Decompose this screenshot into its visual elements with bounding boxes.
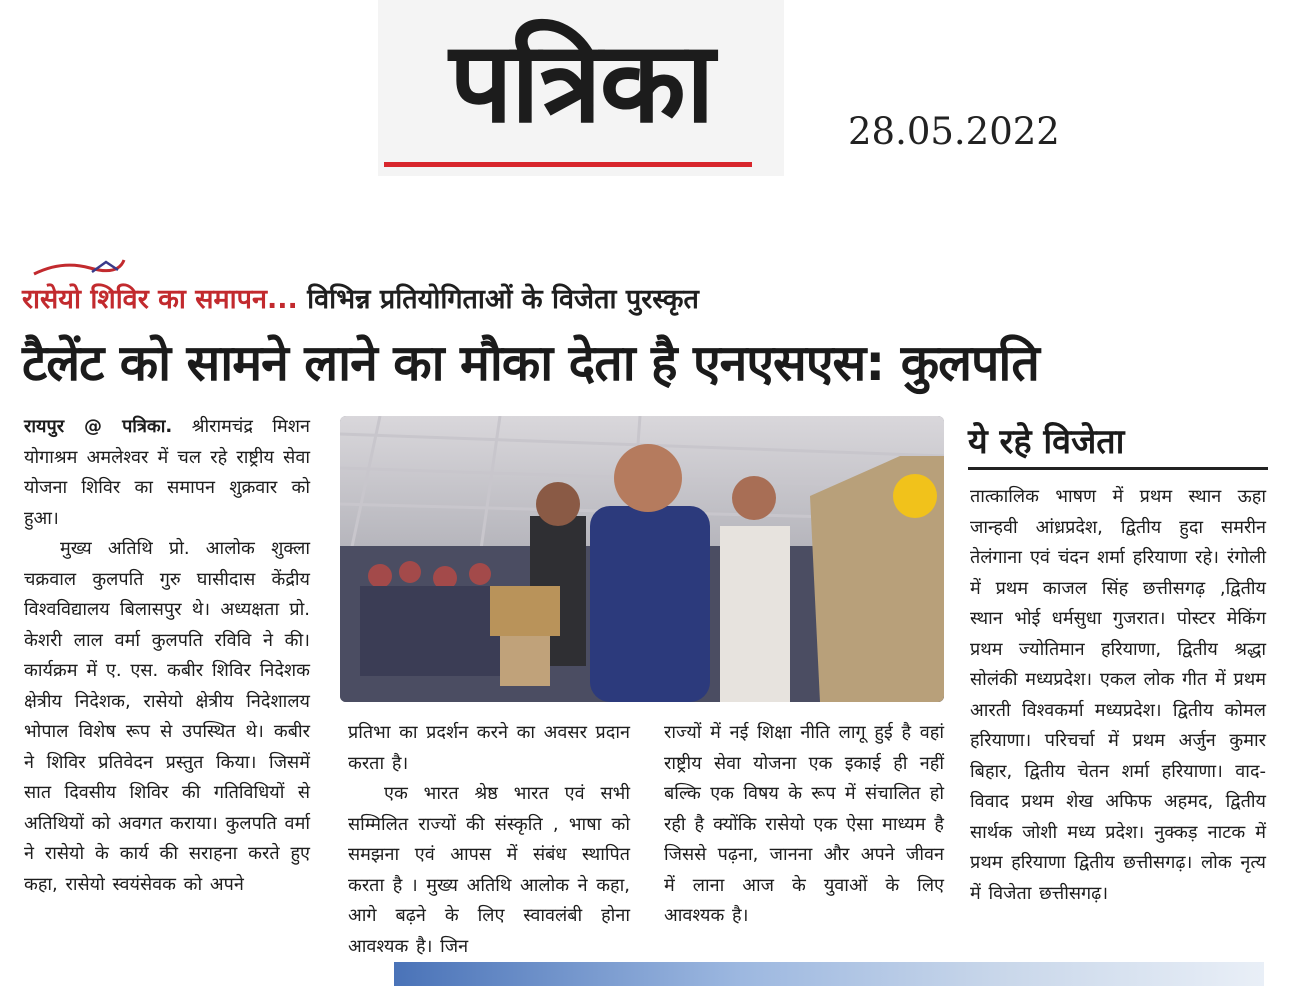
lamp-lighting-photo: [340, 416, 944, 702]
masthead: [378, 0, 784, 176]
bottom-color-strip: [394, 962, 1264, 986]
publication-date: 28.05.2022: [848, 110, 1060, 153]
logo-underline: [384, 162, 752, 167]
col1-para2: मुख्य अतिथि प्रो. आलोक शुक्ला चक्रवाल कुलपति गुरु घासीदास केंद्रीय विश्वविद्यालय बिलासपुर थे। अध्यक्षता प्रो. केशरी लाल वर्मा कुलपति रविवि ने की। कार्यक्रम में ए. एस. कबीर शिविर निदेशक क्षेत्रीय निदेशक, रासेयो क्षेत्रीय निदेशालय भोपाल विशेष रूप से उपस्थित थे। कबीर ने शिविर प्रतिवेदन प्रस्तुत किया। जिसमें सात दिवसीय शिविर की गतिविधियों से अतिथियों को अवगत कराया। कुलपति वर्मा ने रासेयो के कार्य की सराहना करते हुए कहा, रासेयो स्वयंसेवक को अपने: [24, 538, 310, 895]
kicker-line: [22, 280, 699, 320]
article-column-1: [24, 412, 310, 900]
kicker-swoosh-icon: [32, 258, 127, 278]
winners-title: ये रहे विजेता: [968, 422, 1125, 462]
winners-column: [970, 482, 1266, 909]
article-column-3: [664, 718, 944, 932]
col2-para1: प्रतिभा का प्रदर्शन करने का अवसर प्रदान करता है।: [348, 722, 630, 774]
col3-para1: राज्यों में नई शिक्षा नीति लागू हुई है वहां राष्ट्रीय सेवा योजना एक इकाई ही नहीं बल्कि एक विषय के रूप में संचालित हो रही है क्योंकि रासेयो एक ऐसा माध्यम है जिससे पढ़ना, जानना और अपने जीवन में लाना आज के युवाओं के लिए आवश्यक है।: [664, 722, 944, 926]
headline: टैलेंट को सामने लाने का मौका देता है एनएसएस: कुलपति: [22, 334, 1039, 392]
kicker-red: रासेयो शिविर का समापन...: [22, 284, 298, 315]
winners-rule: [968, 467, 1268, 470]
article-column-2: [348, 718, 630, 962]
winners-text: तात्कालिक भाषण में प्रथम स्थान ऊहा जान्हवी आंध्रप्रदेश, द्वितीय हुदा समरीन तेलंगाना एवं चंदन शर्मा हरियाणा रहे। रंगोली में प्रथम काजल सिंह छत्तीसगढ़ ,द्वितीय स्थान भोई धर्मसुधा गुजरात। पोस्टर मेकिंग प्रथम ज्योतिमान हरियाणा, द्वितीय श्रद्धा सोलंकी मध्यप्रदेश। एकल लोक गीत में प्रथम आरती विश्वकर्मा मध्यप्रदेश। द्वितीय कोमल हरियाणा। परिचर्चा में प्रथम अर्जुन कुमार बिहार, द्वितीय चेतन शर्मा हरियाणा। वाद-विवाद प्रथम शेख अफिफ अहमद, द्वितीय सार्थक जोशी मध्य प्रदेश। नुक्कड़ नाटक में प्रथम हरियाणा द्वितीय छत्तीसगढ़। लोक नृत्य में विजेता छत्तीसगढ़।: [970, 486, 1266, 904]
kicker-subhead: विभिन्न प्रतियोगिताओं के विजेता पुरस्कृत: [297, 284, 699, 315]
dateline: रायपुर @ पत्रिका.: [24, 416, 173, 437]
event-photo: [340, 416, 944, 702]
news-clipping: [22, 256, 1272, 992]
col1-para1: श्रीरामचंद्र मिशन योगाश्रम अमलेश्वर में चल रहे राष्ट्रीय सेवा योजना शिविर का समापन शुक्रवार को हुआ।: [24, 416, 311, 529]
col2-para2: एक भारत श्रेष्ठ भारत एवं सभी सम्मिलित राज्यों की संस्कृति , भाषा को समझना एवं आपस में संबंध स्थापित करता है । मुख्य अतिथि आलोक ने कहा, आगे बढ़ने के लिए स्वावलंबी होना आवश्यक है। जिन: [348, 783, 630, 957]
newspaper-logo: पत्रिका: [449, 17, 713, 148]
